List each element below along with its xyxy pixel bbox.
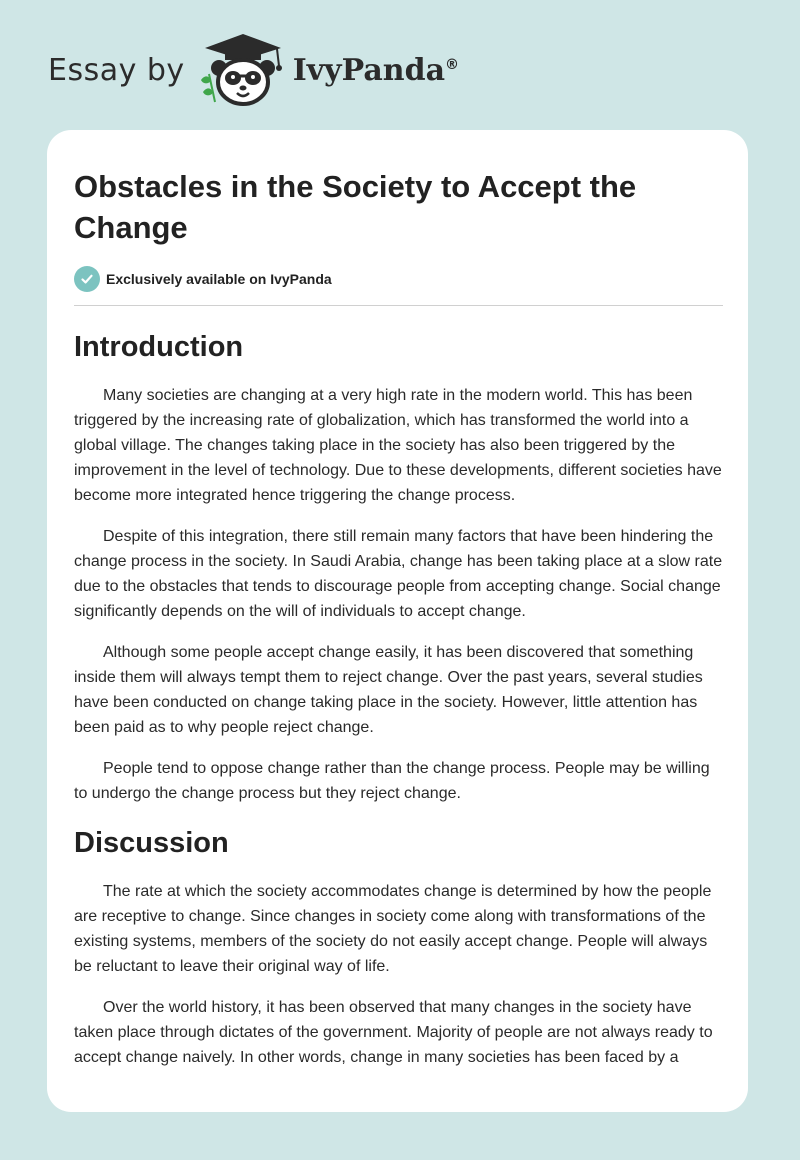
paragraph: People tend to oppose change rather than the change process. People may be willing to undergo the change process but they reject change. (74, 760, 710, 802)
brand-name-text[interactable]: IvyPanda (292, 52, 446, 88)
paragraph: Over the world history, it has been observed that many changes in the society have taken place through dictates of the government. Majority of people are not always ready to accept change naively. In other words, change in many societies has been faced by a (74, 999, 713, 1066)
divider (74, 305, 723, 306)
essay-card (47, 130, 748, 1112)
section-discussion (74, 826, 723, 1070)
site-header (48, 30, 459, 110)
paragraph: Many societies are changing at a very high rate in the modern world. This has been triggered by the increasing rate of globalization, which has transformed the world into a global village. The changes taking place in the society has also been triggered by the improvement in the level of technology. Due to these developments, different societies have become more integrated hence triggering the change process. (74, 387, 722, 504)
section-introduction (74, 330, 723, 806)
registered-mark: ® (445, 56, 460, 73)
page-title: Obstacles in the Society to Accept the Change (74, 169, 637, 245)
paragraph: The rate at which the society accommodates change is determined by how the people are receptive to change. Since changes in society come along with transformations of the existing systems, members of the society do not easily accept change. People will always be reluctant to leave their original way of life. (74, 883, 712, 975)
section-heading: Discussion (74, 827, 229, 859)
exclusive-label: Exclusively available on IvyPanda (106, 271, 332, 287)
essay-content (74, 166, 723, 1070)
brand-prefix: Essay by (48, 52, 185, 88)
check-icon (74, 266, 100, 292)
paragraph: Although some people accept change easily, it has been discovered that something inside them will always tempt them to reject change. Over the past years, several studies have been conducted on change taking place in the society. However, little attention has been paid as to why people reject change. (74, 644, 703, 736)
section-heading: Introduction (74, 331, 244, 363)
exclusive-badge (74, 266, 723, 292)
panda-graduate-icon[interactable] (195, 30, 291, 110)
brand-name[interactable] (293, 53, 459, 88)
paragraph: Despite of this integration, there still remain many factors that have been hindering the change process in the society. In Saudi Arabia, change has been taking place at a slow rate due to the obstacles that tends to discourage people from accepting change. Social change significantly depends on the will of individuals to accept change. (74, 528, 723, 620)
